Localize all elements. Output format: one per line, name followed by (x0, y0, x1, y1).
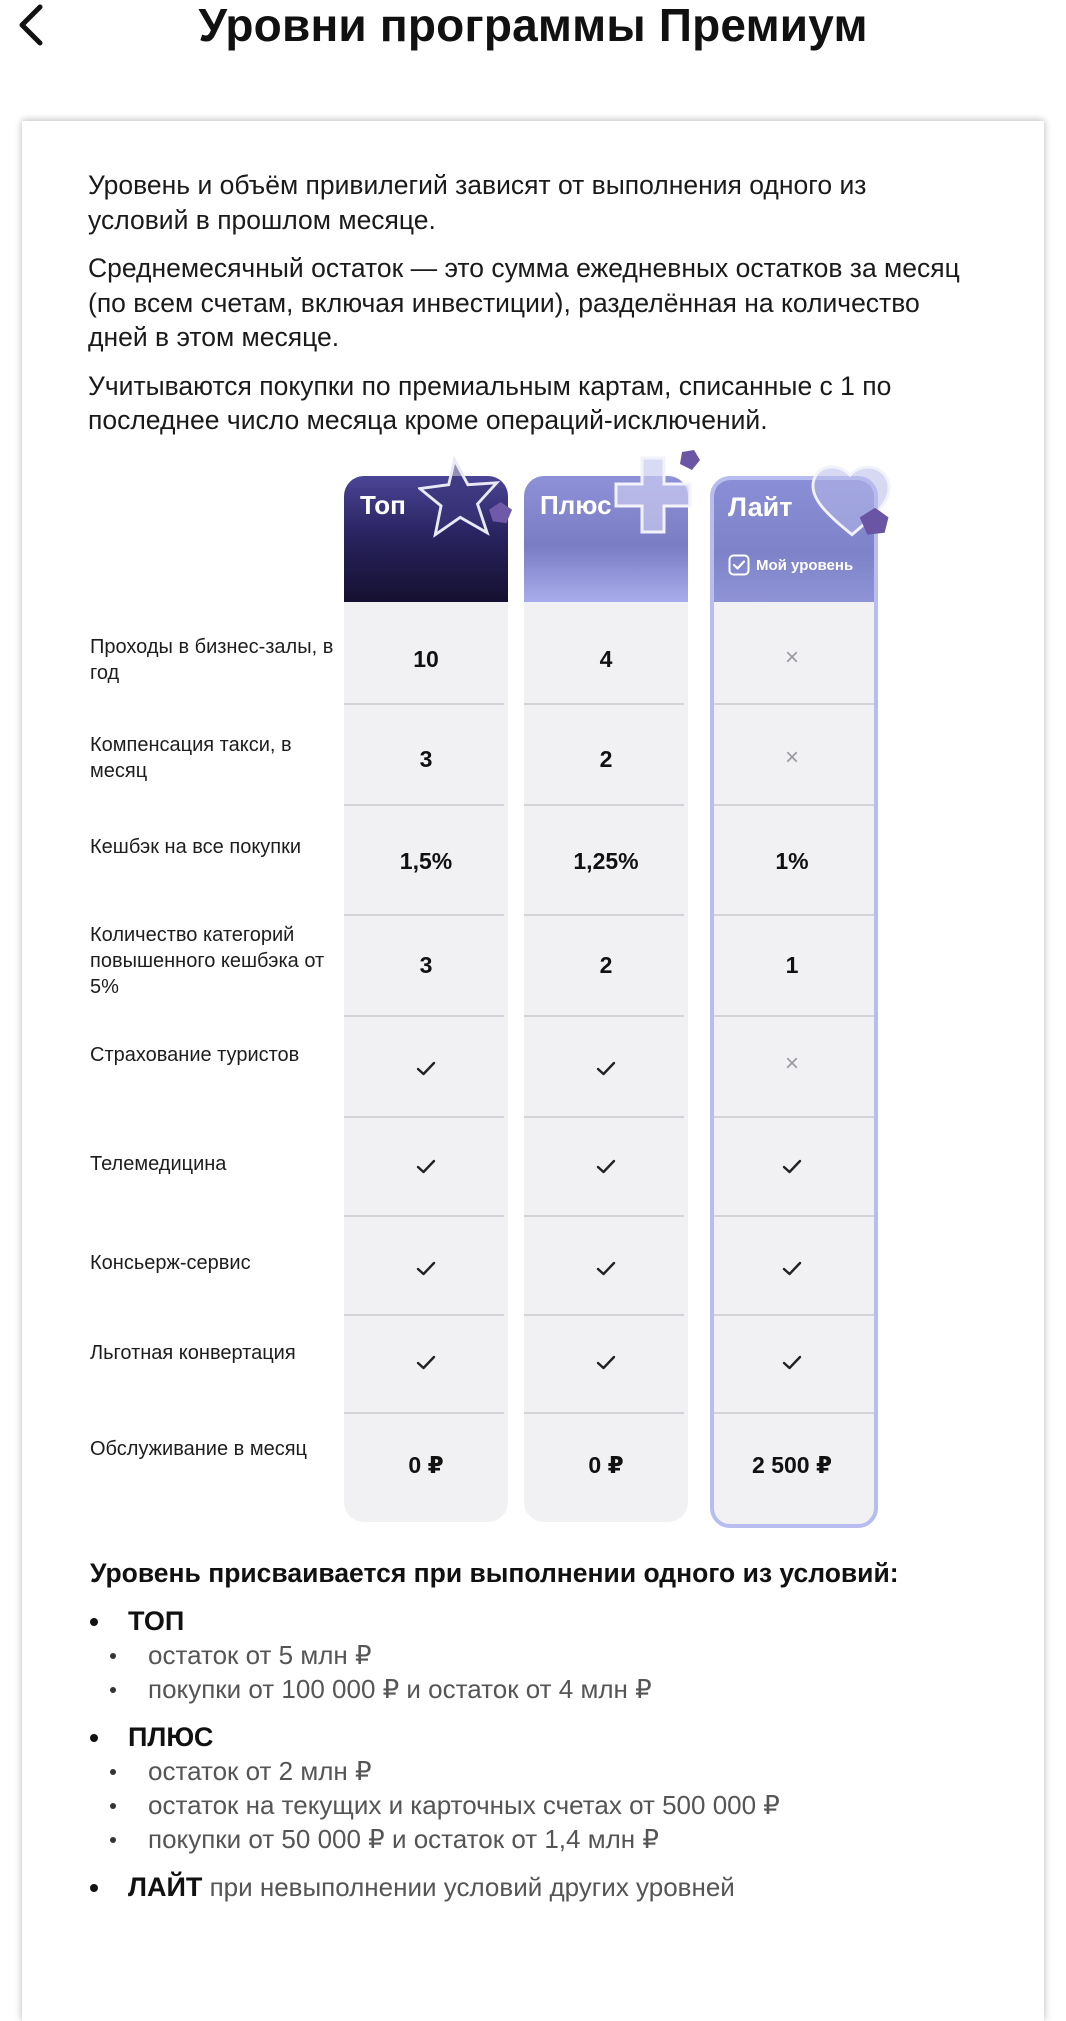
row-divider (714, 1215, 874, 1217)
cell-top-cashback: 1,5% (399, 848, 453, 874)
bullet (110, 1687, 116, 1693)
row-divider (524, 1215, 684, 1217)
row-label-travel-insurance: Страхование туристов (90, 1044, 300, 1066)
row-divider (714, 1015, 874, 1017)
row-divider (344, 703, 504, 705)
row-divider (344, 1116, 504, 1118)
row-label-conversion: Льготная конвертация (90, 1342, 296, 1364)
bullet (90, 1618, 98, 1626)
level-conditions (90, 1556, 1010, 1904)
cell-plus-service-fee: 0 ₽ (588, 1452, 624, 1478)
check-icon (416, 1159, 436, 1175)
bullet (110, 1803, 116, 1809)
cell-lite-cashback: 1% (775, 848, 809, 874)
heart-decoration-icon (804, 454, 900, 550)
column-plus-title: Плюс (540, 490, 612, 520)
check-icon (416, 1355, 436, 1371)
cell-plus-taxi: 2 (599, 746, 613, 772)
column-top-title: Топ (360, 490, 406, 520)
check-icon (782, 1159, 802, 1175)
cell-lite-conversion (710, 1350, 874, 1377)
level-lite-suffix: при невыполнении условий других уровней (202, 1872, 735, 1902)
row-divider (714, 1412, 874, 1414)
cell-plus-business-lounges: 4 (599, 646, 613, 672)
my-level-label: Мой уровень (756, 556, 854, 574)
bullet (110, 1769, 116, 1775)
checkbox-checked-icon (728, 554, 750, 576)
condition-text: остаток на текущих и карточных счетах от 500 000 ₽ (148, 1790, 780, 1820)
cell-lite-service-fee: 2 500 ₽ (752, 1452, 832, 1478)
check-icon (596, 1061, 616, 1077)
row-divider (524, 804, 684, 806)
row-divider (524, 1015, 684, 1017)
cell-top-service-fee: 0 ₽ (408, 1452, 444, 1478)
row-divider (524, 1314, 684, 1316)
level-top-label: ТОП (128, 1606, 185, 1636)
cell-lite-concierge (710, 1256, 874, 1283)
level-name-top (90, 1604, 1010, 1638)
my-level-badge (728, 554, 853, 576)
row-divider (344, 1412, 504, 1414)
bullet (110, 1837, 116, 1843)
bullet (90, 1884, 98, 1892)
cross-icon: × (784, 1050, 799, 1077)
cell-top-concierge (344, 1256, 508, 1283)
conditions-title: Уровень присваивается при выполнении одного из условий: (90, 1558, 899, 1588)
cell-top-telemedicine (344, 1154, 508, 1181)
row-divider (344, 914, 504, 916)
intro-text (88, 168, 968, 452)
condition-item (90, 1672, 1010, 1706)
condition-item (90, 1754, 1010, 1788)
cell-plus-travel-insurance (524, 1056, 688, 1083)
cell-plus-cashback-categories: 2 (599, 952, 613, 978)
cell-top-taxi: 3 (419, 746, 433, 772)
row-label-telemedicine: Телемедицина (90, 1153, 227, 1175)
cross-icon: × (784, 644, 799, 671)
cell-lite-cashback-categories: 1 (785, 952, 799, 978)
bullet (110, 1653, 116, 1659)
condition-item (90, 1638, 1010, 1672)
condition-text: покупки от 50 000 ₽ и остаток от 1,4 млн ₽ (148, 1824, 659, 1854)
condition-text: остаток от 5 млн ₽ (148, 1640, 372, 1670)
check-icon (596, 1159, 616, 1175)
cell-plus-cashback: 1,25% (573, 848, 639, 874)
condition-level-lite (90, 1870, 1010, 1904)
level-lite-label: ЛАЙТ (128, 1872, 203, 1902)
row-label-service-fee: Обслуживание в месяц (90, 1438, 307, 1460)
row-divider (344, 1314, 504, 1316)
column-lite-title: Лайт (728, 492, 793, 522)
check-icon (782, 1261, 802, 1277)
row-label-cashback-categories: Количество категорий повышенного кешбэка от 5% (90, 924, 325, 998)
header (0, 0, 1066, 60)
cell-lite-telemedicine (710, 1154, 874, 1181)
row-divider (344, 804, 504, 806)
check-icon (596, 1355, 616, 1371)
row-divider (714, 914, 874, 916)
cell-top-business-lounges: 10 (413, 646, 439, 672)
condition-item (90, 1788, 1010, 1822)
condition-item (90, 1822, 1010, 1856)
cell-top-travel-insurance (344, 1056, 508, 1083)
check-icon (596, 1261, 616, 1277)
intro-paragraph: Учитываются покупки по премиальным картам, списанные с 1 по последнее число месяца кроме операций-исключений. (88, 370, 892, 435)
row-divider (524, 1412, 684, 1414)
level-name-plus (90, 1720, 1010, 1754)
check-icon (782, 1355, 802, 1371)
row-divider (344, 1215, 504, 1217)
row-label-business-lounges: Проходы в бизнес-залы, в год (90, 636, 334, 684)
plus-decoration-icon (608, 448, 708, 548)
condition-level-top (90, 1604, 1010, 1706)
cell-plus-telemedicine (524, 1154, 688, 1181)
cell-plus-concierge (524, 1256, 688, 1283)
row-divider (524, 914, 684, 916)
bullet (90, 1734, 98, 1742)
condition-text: остаток от 2 млн ₽ (148, 1756, 372, 1786)
levels-comparison-table (88, 476, 888, 1526)
star-decoration-icon (418, 454, 514, 550)
row-divider (524, 1116, 684, 1118)
level-plus-label: ПЛЮС (128, 1722, 214, 1752)
row-label-concierge: Консьерж-сервис (90, 1252, 251, 1274)
level-name-lite (90, 1870, 1010, 1904)
row-divider (524, 703, 684, 705)
cell-top-conversion (344, 1350, 508, 1377)
row-divider (714, 1314, 874, 1316)
row-divider (344, 1015, 504, 1017)
cross-icon: × (784, 744, 799, 771)
cell-top-cashback-categories: 3 (419, 952, 433, 978)
row-label-taxi: Компенсация такси, в месяц (90, 734, 292, 782)
check-icon (416, 1261, 436, 1277)
check-icon (416, 1061, 436, 1077)
page-title: Уровни программы Премиум (198, 0, 868, 51)
condition-text: покупки от 100 000 ₽ и остаток от 4 млн ₽ (148, 1674, 652, 1704)
cell-plus-conversion (524, 1350, 688, 1377)
row-label-cashback: Кешбэк на все покупки (90, 836, 302, 858)
row-divider (714, 1116, 874, 1118)
condition-level-plus (90, 1720, 1010, 1856)
intro-paragraph: Среднемесячный остаток — это сумма ежедневных остатков за месяц (по всем счетам, включая инвестиции), разделённая на количество дней в этом месяце. (88, 253, 960, 352)
row-divider (714, 703, 874, 705)
row-divider (714, 804, 874, 806)
intro-paragraph: Уровень и объём привилегий зависят от выполнения одного из условий в прошлом месяце. (88, 170, 867, 235)
